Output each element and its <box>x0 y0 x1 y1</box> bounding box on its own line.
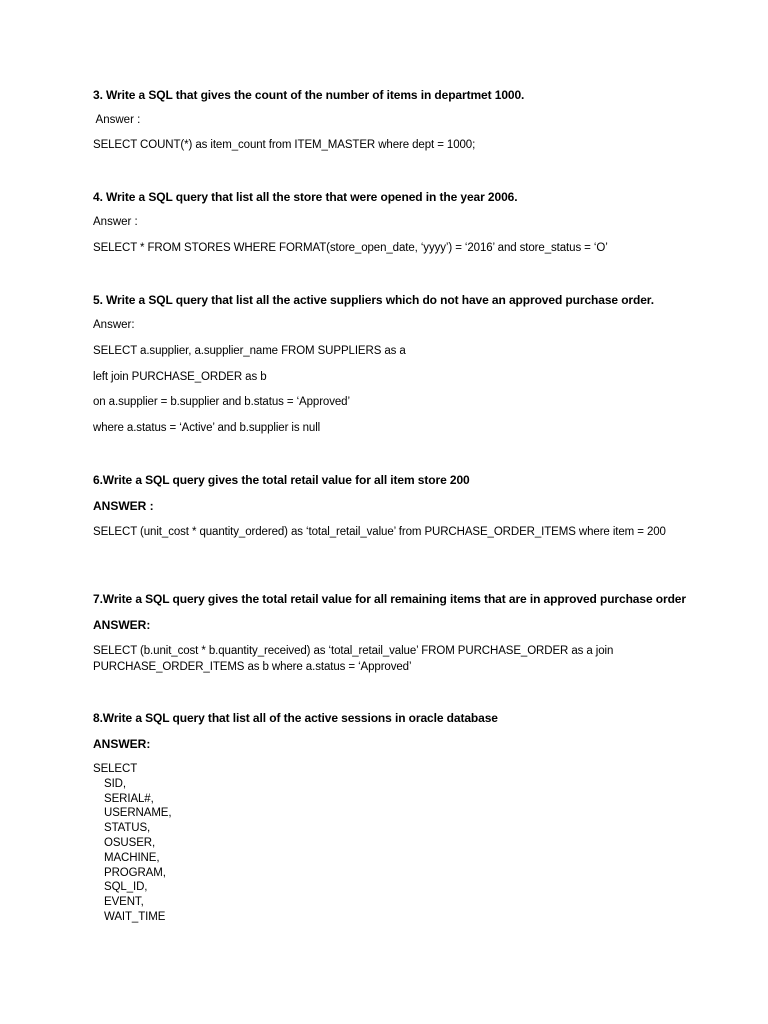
question-5-answer-label: Answer: <box>93 319 135 331</box>
question-8-title: 8.Write a SQL query that list all of the active sessions in oracle database <box>93 711 498 725</box>
question-8-sql-block <box>93 762 171 925</box>
sql-column: PROGRAM, <box>104 866 166 879</box>
sql-column: MACHINE, <box>104 851 160 864</box>
sql-column: WAIT_TIME <box>104 910 166 923</box>
question-5-sql-line-2: left join PURCHASE_ORDER as b <box>93 371 267 383</box>
question-4-sql-line: SELECT * FROM STORES WHERE FORMAT(store_open_date, ‘yyyy’) = ‘2016’ and store_status = ‘O’ <box>93 242 608 254</box>
sql-column: SERIAL#, <box>104 792 154 805</box>
question-4-answer-label: Answer : <box>93 216 138 228</box>
question-8-answer-label: ANSWER: <box>93 737 151 751</box>
question-6-sql-line: SELECT (unit_cost * quantity_ordered) as ‘total_retail_value’ from PURCHASE_ORDER_ITEMS where item = 200 <box>93 526 666 538</box>
question-7-answer-label: ANSWER: <box>93 618 151 632</box>
question-5-sql-line-1: SELECT a.supplier, a.supplier_name FROM SUPPLIERS as a <box>93 345 406 357</box>
question-3-answer-label: Answer : <box>93 114 141 126</box>
question-4-title: 4. Write a SQL query that list all the store that were opened in the year 2006. <box>93 190 518 204</box>
sql-column: STATUS, <box>104 822 151 835</box>
sql-column: USERNAME, <box>104 807 172 820</box>
question-5-sql-line-4: where a.status = ‘Active’ and b.supplier is null <box>93 422 321 434</box>
sql-column: SID, <box>104 777 126 790</box>
question-6-title: 6.Write a SQL query gives the total retail value for all item store 200 <box>93 473 470 487</box>
question-5-title: 5. Write a SQL query that list all the active suppliers which do not have an approved purchase order. <box>93 293 654 307</box>
sql-column: EVENT, <box>104 896 144 909</box>
sql-select-keyword: SELECT <box>93 763 138 775</box>
sql-column: OSUSER, <box>104 836 156 849</box>
question-5-sql-line-3: on a.supplier = b.supplier and b.status = ‘Approved’ <box>93 396 350 408</box>
question-3-sql-line: SELECT COUNT(*) as item_count from ITEM_MASTER where dept = 1000; <box>93 139 476 151</box>
question-6-answer-label: ANSWER : <box>93 499 154 513</box>
question-7-sql-line: SELECT (b.unit_cost * b.quantity_received) as ‘total_retail_value’ FROM PURCHASE_ORDER as a join PURCHASE_ORDER_ITEMS as b where a.status = ‘Approved’ <box>93 645 614 673</box>
sql-column: SQL_ID, <box>104 881 148 894</box>
question-3-title: 3. Write a SQL that gives the count of the number of items in departmet 1000. <box>93 88 525 102</box>
question-7-title: 7.Write a SQL query gives the total retail value for all remaining items that are in approved purchase order <box>93 592 686 606</box>
